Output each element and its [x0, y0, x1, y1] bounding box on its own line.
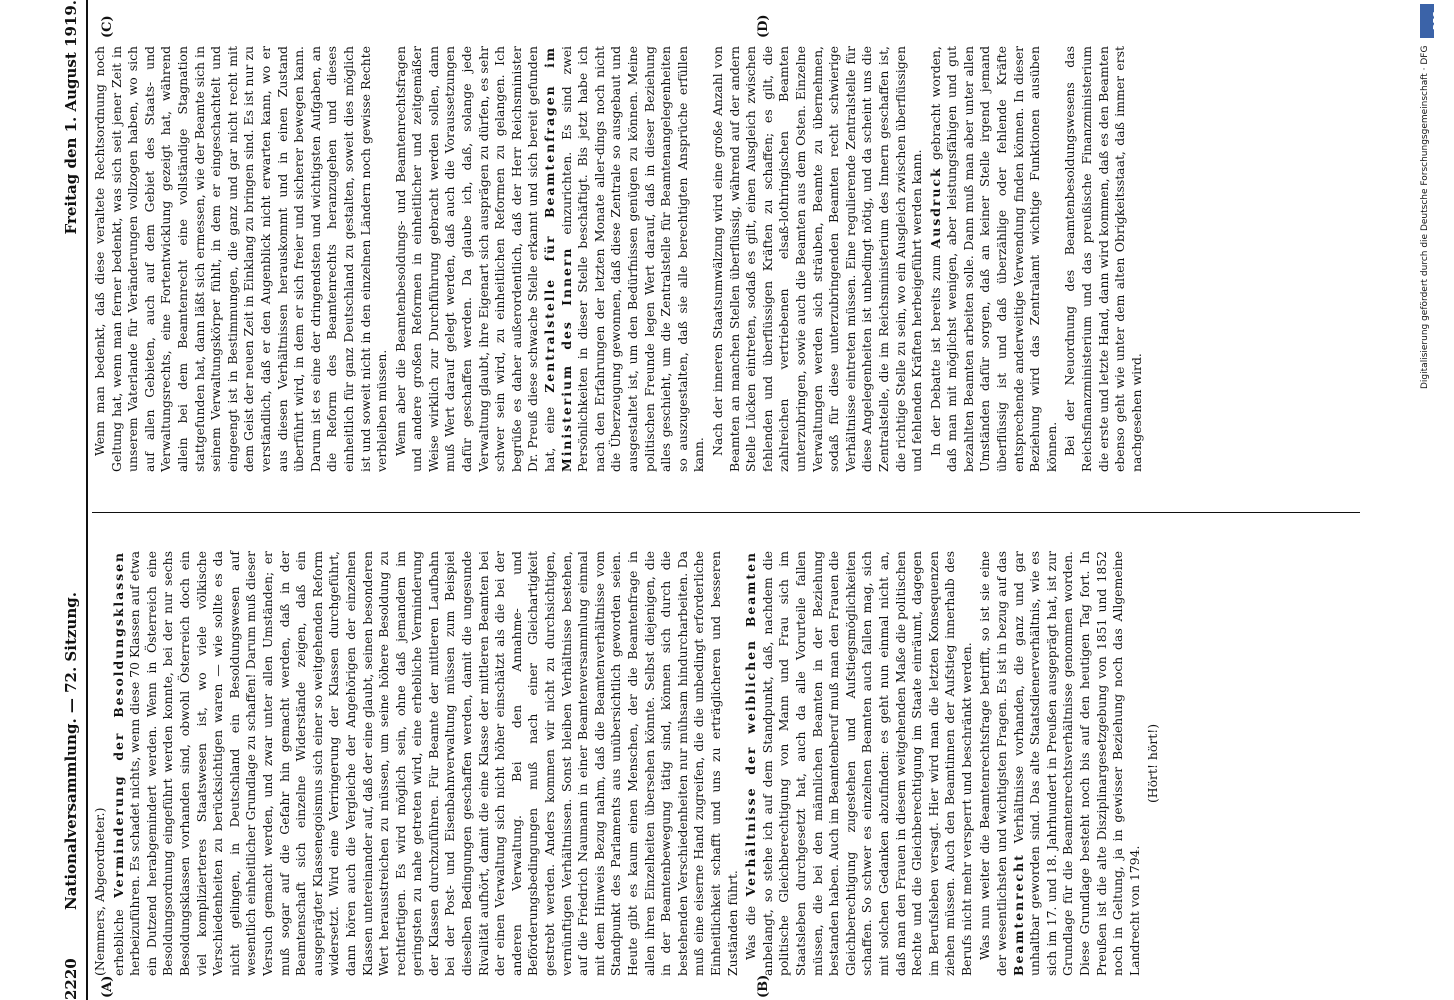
paragraph	[111, 551, 742, 976]
dfg-logo: DFG	[1420, 4, 1434, 38]
emphasis: Beamtenrecht	[1010, 853, 1026, 976]
paragraph	[743, 551, 975, 976]
text-run: Wenn aber die Beamtenbesoldungs- und Beamtenrechtsfragen und andere großen Reformen in einheitlicher und zeitgemäßer Weise wirklich zur Durchführung gebracht werden sollen, dann muß Wert darauf gelegt werden, daß auch die Voraussetzungen dafür geschaffen werden. Da glaube ich, daß, solange jede Verwaltung glaubt, ihre Eigenart sich ausprägen zu dürfen, es sehr schwer sein wird, zu einheitlichen Reformen zu gelangen. Ich begrüße es daher außerordentlich, daß der Herr Reichsminister Dr. Preuß diese schwache Stelle erkannt und sich bereit gefunden hat, eine	[392, 46, 558, 472]
header-session: Nationalversammlung. — 72. Sitzung.	[62, 592, 80, 910]
emphasis: Ausdruck	[927, 166, 943, 249]
text-run: In der Debatte ist bereits zum	[927, 254, 943, 456]
emphasis: Zentralstelle für Beamtenfragen im Ministerium des Innern	[542, 46, 574, 472]
margin-mark-b: (B)	[756, 974, 771, 998]
interjection: (Hört! hört!)	[1145, 723, 1161, 804]
header-rule	[86, 0, 88, 1000]
margin-mark-d: (D)	[756, 14, 771, 38]
header-date: Freitag den 1. August 1919.	[62, 0, 80, 235]
text-run: einzurichten. Es sind zwei Persönlichkeiten in dieser Stelle beschäftigt. Bis jetzt habe ich nach den Erfahrungen der letzten Monate aller-dings noch nicht die Überzeugung gewonnen, daß diese Zentrale so ausgebaut und ausgestaltet ist, um den Bedürfnissen genügen zu können. Meine politischen Freunde legen Wert darauf, daß in dieser Beziehung alles geschieht, um die Zentralstelle für Beamtenangelegenheiten so auszugestalten, daß sie alle berechtigten Ansprüche erfüllen kann.	[558, 46, 707, 472]
paragraph	[928, 46, 1061, 472]
running-header	[62, 0, 86, 1000]
text-run: anbelangt, so stehe ich auf dem Standpunkt, daß, nachdem die politische Gleichberechtigung von Mann und Frau sich im Staatsleben durchgesetzt hat, auch da alle Vorurteile fallen müssen, die bei den männlichen Beamten in der Beziehung bestanden haben. Auch im Beamtenberuf muß man den Frauen die Gleichberechtigung zugestehen und Aufstiegsmöglichkeiten schaffen. So schwer es einzelnen Beamten auch fallen mag, sich mit solchen Gedanken abzufinden: es geht nun einmal nicht an, daß man den Frauen in diesem weitgehenden Maße die politischen Rechte und die Gleichberechtigung im Staate einräumt, dagegen im Berufsleben versagt. Hier wird man die letzten Konsequenzen ziehen müssen. Auch den Beamtinnen der Aufstieg innerhalb des Berufs nicht mehr versperrt und beschränkt werden.	[759, 551, 974, 976]
paragraph: Nach der inneren Staatsumwälzung wird eine große Anzahl von Beamten an manchen Stellen überflüssig, während auf der andern Stelle Lücken eintreten, sodaß es gilt, einen Ausgleich zwischen fehlenden und überflüssigen Kräften zu schaffen; es gilt, die zahlreichen vertriebenen elsaß-lothringischen Beamten unterzubringen, sowie auch die Beamten aus dem Osten. Einzelne Verwaltungen werden sich sträuben, Beamte zu übernehmen, sodaß für diese unterzubringenden Beamten recht schwierige Verhältnisse eintreten müssen. Eine regulierende Zentralstelle für diese Angelegenheiten ist unbedingt nötig, und da scheint uns die Zentralstelle, die im Reichsministerium des Innern geschaffen ist, die richtige Stelle zu sein, wo ein Ausgleich zwischen überflüssigen und fehlenden Kräften herbeigeführt werden kann.	[709, 46, 925, 472]
text-run: Was nun weiter die Beamtenrechtsfrage betrifft, so ist sie eine der wesentlichsten und wichtigsten Fragen. Es ist in bezug auf das	[977, 551, 1010, 976]
emphasis: Verhältnisse der weiblichen Beamten	[743, 551, 759, 897]
credit-strip	[1420, 0, 1441, 1000]
text-run: gebracht worden, daß man mit möglichst wenigen, aber leistungsfähigen und gut bezahlten Beamten arbeiten solle. Dann muß man aber unter allen Umständen dafür sorgen, daß an keiner Stelle irgend jemand überflüssig ist und daß überzählige oder fehlende Kräfte entsprechende anderweitige Verwendung finden können. In dieser Beziehung wird das Zentralamt wichtige Funktionen ausüben können.	[927, 46, 1059, 472]
right-column	[92, 46, 1360, 472]
left-column	[92, 551, 1360, 976]
paragraph: Wenn man bedenkt, daß diese veraltete Rechtsordnung noch Geltung hat, wenn man ferner bedenkt, was sich seit jener Zeit in unserem Vaterlande für Veränderungen vollzogen haben, wo sich auf allen Gebieten, auch auf dem Gebiet des Staats- und Verwaltungsrechts, eine Fortentwicklung gezeigt hat, während allein bei dem Beamtenrecht eine vollständige Stagnation stattgefunden hat, dann läßt sich ermessen, wie der Beamte sich in seinem Verwaltungskörper fühlt, in dem er eingeschachtelt und eingeengt ist in Bestimmungen, die ganz und gar nicht recht mit dem Geist der neuen Zeit in Einklang zu bringen sind. Es ist nur zu verständlich, daß er den Augenblick nicht erwarten kann, wo er aus diesen Verhältnissen herauskommt und in einen Zustand überführt wird, in dem er sich freier und sicherer bewegen kann. Darum ist es eine der dringendsten und wichtigsten Aufgaben, an die Reform des Beamtenrechts heranzugehen und dieses einheitlich für ganz Deutschland zu gestalten, soweit dies möglich ist und soweit nicht in den einzelnen Ländern noch gewisse Rechte verbleiben müssen.	[92, 46, 390, 472]
column-rule	[92, 512, 1360, 513]
text-run: erhebliche	[110, 909, 126, 976]
margin-mark-c: (C)	[100, 15, 115, 38]
text-run: Was die	[743, 905, 759, 960]
paragraph	[393, 46, 708, 472]
paragraph: Bei der Neuordnung des Beamtenbesoldungswesens das Reichsfinanzministerium und das preußische Finanzministerium die erste und letzte Hand, dann wird kommen, daß es den Beamten ebenso geht wie unter dem alten Obrigkeitsstaat, daß immer erst nachgesehen wird.	[1062, 46, 1144, 472]
digitization-credit: Digitalisierung gefördert durch die Deutsche Forschungsgemeinschaft · DFG	[1420, 46, 1430, 390]
page-number: 2220	[62, 958, 80, 1000]
speaker-line: (Nemmers, Abgeordneter.)	[92, 807, 107, 976]
text-run: Verhältnisse vorhanden, die ganz und gar unhaltbar geworden sind. Das alte Staatsdienerverhältnis, wie es sich im 17. und 18. Jahrhundert in Preußen ausgeprägt hat, ist zur Grundlage für die Beamtenrechtsverhältnisse genommen worden. Diese Grundlage besteht noch bis auf den heutigen Tag fort. In Preußen ist die alte Disziplinargesetzgebung von 1851 und 1852 noch in Geltung, ja in gewisser Beziehung noch das Allgemeine Landrecht von 1794.	[1010, 551, 1142, 976]
margin-mark-a: (A)	[100, 975, 115, 998]
text-run: herbeizuführen. Es schadet nichts, wenn diese 70 Klassen auf etwa ein Dutzend herabgemindert werden. Wenn in Österreich eine Besoldungsordnung eingeführt werden konnte, bei der nur sechs Besoldungsklassen vorhanden sind, obwohl Österreich doch ein viel komplizierteres Staatswesen ist, wo viele völkische Verschiedenheiten zu berücksichtigen waren — wie sollte es da nicht gelingen, in Deutschland ein Besoldungswesen auf wesentlich einheitlicher Grundlage zu schaffen! Darum muß dieser Versuch gemacht werden, und zwar unter allen Umständen; er muß sogar auf die Gefahr hin gemacht werden, daß in der Beamtenschaft sich einzelne Widerstände zeigen, daß ein ausgeprägter Klassenegoismus sich einer so weitgehenden Reform widersetzt. Wird eine Verringerung der Klassen durchgeführt, dann hören auch die Vergleiche der Angehörigen der einzelnen Klassen untereinander auf, daß der eine glaubt, seinen besonderen Wert herausstreichen zu müssen, um seine höhere Besoldung zu rechtfertigen. Es wird möglich sein, ohne daß jemandem im geringsten zu nahe getreten wird, eine erhebliche Verminderung der Klassen durchzuführen. Für Beamte der mittleren Laufbahn bei der Post- und Eisenbahnverwaltung müssen zum Beispiel dieselben Bedingungen geschaffen werden, damit die ungesunde Rivalität aufhört, damit die eine Klasse der mittleren Beamten bei der einen Verwaltung sich nicht höher einschätzt als die bei der anderen Verwaltung. Bei den Annahme- und Beförderungsbedingungen muß nach einer Gleichartigkeit gestrebt werden. Anders kommen wir nicht zu durchsichtigen, vernünftigen Verhältnissen. Sonst bleiben Verhältnisse bestehen, auf die Friedrich Naumann in einer Beamtenversammlung einmal mit dem Hinweis Bezug nahm, daß die Beamtenverhältnisse vom Standpunkt des Parlaments aus unübersichtlich geworden seien. Heute gibt es kaum einen Menschen, der die Beamtenfrage in allen ihren Einzelheiten übersehen könnte. Selbst diejenigen, die in der Beamtenbewegung tätig sind, können sich durch die bestehenden Verschiedenheiten nur mühsam hindurcharbeiten. Da muß eine eiserne Hand zugreifen, die die unbedingt erforderliche Einheitlichkeit schafft und uns zu erträglicheren und besseren Zuständen führt.	[127, 551, 740, 976]
emphasis: Verminderung der Besoldungsklassen	[110, 551, 126, 898]
paragraph	[977, 551, 1143, 976]
